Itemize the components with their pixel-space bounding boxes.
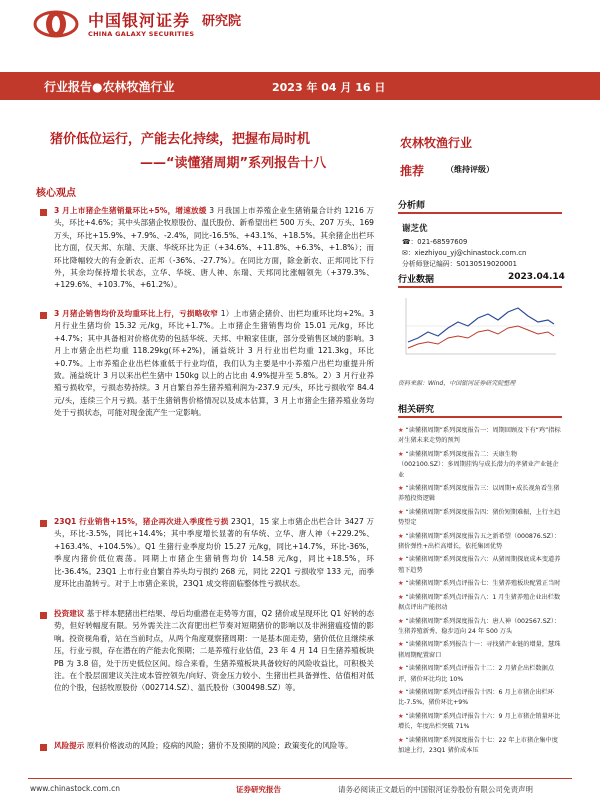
core-views-label: 核心观点 [36,188,76,199]
industry-name: 农林牧渔行业 [400,136,473,150]
bullet-star-icon: ★ [398,485,406,493]
related-research-title: 相关研究 [398,405,435,415]
report-title: 猪价低位运行，产能去化持续，把握布局时机 [50,132,311,147]
institute-name: 研究院 [202,14,242,29]
paragraph-heading: 投资建议 [54,609,85,618]
related-report-item[interactable]: ★ “读懂猪周期”系列点评报告十二：2 月猪企出栏数据点评，猪价环比均比 10% [398,665,554,683]
related-report-item[interactable]: ★ “读懂猪周期”系列点评报告八：1 月生猪养殖企业出栏数据点评出产能拐动 [398,593,561,612]
paragraph-text: 1）上市猪企猪价、出栏均重环比均+2%。3 月行业生猪均价 15.32 元/kg，环比+1.7%。上市猪企生猪销售均价 15.01 元/kg，环比+4.7%；其中具备相对价格优势的包括华统、天邦、中粮家佳康，部分受销售区域的影响。3 月上市猪企出栏均重 118.29kg(环+2%)，涌益统计 3 月行业出栏均重 121.3kg，环比+0.7%。上市养殖企业出栏体重低于行业均值，我们认为主要是中小养殖户出栏均重提升所致。涌益统计 3 月以来出栏生猪中 150kg 以上的占比由 4.9%提升至 5.8%。2）3 月行业养殖亏损收窄，亏损态势持续。3 月自繁自养生猪养殖利润为-237.9 元/头，环比亏损收窄 84.4 元/头，连续三个月亏损。基于生猪销售价格情况以及成本估算，3 月上市猪企生猪养殖业务均处于亏损状态，可能对现金流产生一定影响。 [54,309,374,418]
paragraph-text: 3 月我国上市养殖企业生猪销量合计约 1216 万头，环比+4.6%；其中头部猪企牧原股份、温氏股份、新希望出栏 500 万头、207 万头、169 万头，环比+15.9%、+7.9%、-2.4%，同比-16.5%、+43.1%、+18.5%。其余猪企出栏环比方面，仅天邦、东瑞、天康、华统环比为正（+34.6%、+11.8%、+6.3%、+1.8%）；而环比降幅较大的有金新农、正邦（-36%、-27.7%）。在同比方面，除金新农、正邦同比下行外，其余均保持增长状态，立华、华统、唐人神、东瑞、天邦同比涨幅领先（+379.3%、+129.6%、+103.7%、+61.2%）。 [54,206,375,290]
section-divider [398,286,562,288]
footer-divider [28,778,572,779]
bullet-marker [40,520,47,527]
bullet-star-icon: ★ [398,556,406,564]
paragraph-sales-volume [54,205,374,292]
bullet-marker [40,612,47,619]
related-report-item[interactable]: ★ “读懂猪周期”系列深度报告六：从猪周期探底成本变道养殖下趋势 [398,556,561,574]
rating-note: （维持评级） [446,165,494,174]
paragraph-risk [54,740,374,752]
industry-data-title: 行业数据 [398,275,435,285]
related-report-item[interactable]: ★ “读懂猪周期”系列深度报告二：天康生物（002100.SZ）：多周期挂钩与成长潜力的孝猪业产业链企业 [398,450,559,479]
footer-disclaimer: 请务必阅读正文最后的中国银河证券股份有限公司免责声明 [338,785,533,794]
report-date: 2023 年 04 月 16 日 [272,81,386,94]
paragraph-heading: 3 月猪企销售均价及均重环比上行，亏损略收窄 [54,309,219,318]
bullet-star-icon: ★ [398,580,406,588]
bullet-marker [40,209,47,216]
bullet-star-icon: ★ [398,593,406,601]
bullet-star-icon: ★ [398,665,406,673]
brand-english-name: CHINA GALAXY SECURITIES [88,30,195,38]
bullet-star-icon: ★ [398,617,406,625]
report-category: 行业报告●农林牧渔行业 [44,80,175,94]
paragraph-heading: 风险提示 [54,741,85,750]
paragraph-heading: 3 月上市猪企生猪销量环比+5%，增速放缓 [54,206,207,215]
galaxy-logo-icon [32,8,80,40]
paragraph-text: 原料价格波动的风险；疫病的风险；猪价不及预期的风险；政策变化的风险等。 [84,741,353,750]
section-divider [398,212,562,214]
related-report-item[interactable]: ★ “读懂猪周期”系列深度报告九：唐人神（002567.SZ）：生猪养殖新秀，稳步迈向 24 年 500 万头 [398,617,561,635]
bullet-star-icon: ★ [398,641,406,649]
related-report-item[interactable]: ★ “读懂猪周期”系列报告十一：寻找猪产业链的增量，慧珠猪周期配置窗口 [398,641,561,659]
related-report-item[interactable]: ★ “读懂猪周期”系列点评报告十六：9 月上市猪企销量环比增长，年度出栏突破 71% [398,712,561,731]
bullet-star-icon: ★ [398,450,406,458]
bullet-star-icon: ★ [398,532,406,540]
analyst-cert: 分析师登记编码：S0130519020001 [402,260,517,268]
analyst-phone: ☎：021-68597609 [402,238,468,246]
paragraph-price-weight [54,308,374,420]
analyst-email: ✉：xiezhiyou_yj@chinastock.com.cn [402,249,527,257]
footer-website-link[interactable]: www.chinastock.com.cn [30,784,120,793]
report-subtitle: ——“读懂猪周期”系列报告十八 [140,156,327,171]
related-report-item[interactable]: ★ “读懂猪周期”系列点评报告十四：6 月上市猪企出栏环比-7.5%，猪价环比+9% [398,688,554,707]
brand-name: 中国银河证券 [88,11,191,30]
bullet-marker [40,312,47,319]
related-report-item[interactable]: ★ “读懂猪周期”系列深度报告一：周期回顾及下有“鸡”指标对生猪未来走势的预判 [398,427,561,445]
bullet-star-icon: ★ [398,508,406,516]
related-report-item[interactable]: ★ “读懂猪周期”系列点评报告七：生猪养殖板块配置正当时 [398,580,561,588]
rating: 推荐 [400,164,425,178]
industry-price-chart [398,292,562,372]
bullet-star-icon: ★ [398,712,406,720]
analyst-name: 谢芝优 [402,224,428,234]
analyst-section-title: 分析师 [398,201,426,211]
bullet-star-icon: ★ [398,736,406,744]
paragraph-text: 23Q1，15 家上市猪企出栏合计 3427 万头，环比-3.5%，同比+14.4%；其中季度增长显著的有华统、立华、唐人神（+229.2%、+163.4%、+104.5%）。Q1 生猪行业季度均价 15.27 元/kg，同比+14.7%，环比-36%，季度内猪价低位震荡。同期上市猪企生猪销售均价 14.58 元/kg，同比+18.5%，环比-36.4%。23Q1 上市行业自繁自养头均亏损约 268 元，同比 22Q1 亏损收窄 133 元，而季度环比由盈转亏。对于上市猪企来说，23Q1 成交将面临整体性亏损状态。 [54,517,374,589]
footer-report-type: 证券研究报告 [236,785,281,794]
related-report-item[interactable]: ★ “读懂猪周期”系列深度报告十七：22 年上市猪企集中度加速上行，23Q1 猪价成本压 [398,736,558,754]
paragraph-investment-advice [54,608,374,695]
bullet-star-icon: ★ [398,427,406,434]
chart-source: 资料来源：Wind，中国银河证券研究院整理 [398,380,516,387]
related-research-list [398,426,564,759]
paragraph-q1-review [54,516,374,590]
related-report-item[interactable]: ★ “读懂猪周期”系列深度报告五之新希望（000876.SZ）：猪价弹性+出栏高增长，依托集团优势 [398,532,561,551]
related-report-item[interactable]: ★ “读懂猪周期”系列深度报告四：猪价短期难振，上行主趋势望定 [398,508,561,527]
bullet-marker [40,744,47,751]
section-divider [398,416,562,418]
paragraph-heading: 23Q1 行业销售+15%，猪企再次进入季度性亏损 [54,517,229,526]
paragraph-text: 基于样本肥猪出栏结果、母后均重潜在走势等方面，Q2 猪价或呈现环比 Q1 好转的态势，但好转幅度有限。另外需关注二次育肥出栏节奏对短期猪价的影响以及非洲猪瘟疫情的影响。投资视角看，站在当前时点，从两个角度观察猪周期：一是基本面走势，猪价低位且继续承压，行业亏损，存在潜在的产能去化预期；二是养殖行业估值，23 年 4 月 14 日生猪养殖板块 PB 为 3.8 倍，处于历史低位区间。综合来看，生猪养殖板块具备较好的风险收益比，可积极关注。在个股层面建议关注成本管控领先/向好、资金压力较小、生猪出栏具备弹性、估值相对低位的个股，包括牧原股份（002714.SZ）、温氏股份（300498.SZ）等。 [54,609,374,693]
bullet-star-icon: ★ [398,688,406,696]
related-report-item[interactable]: ★ “读懂猪周期”系列深度报告三：以周期+成长视角看生猪养殖投资逻辑 [398,485,560,503]
industry-data-date: 2023.04.14 [508,272,565,282]
